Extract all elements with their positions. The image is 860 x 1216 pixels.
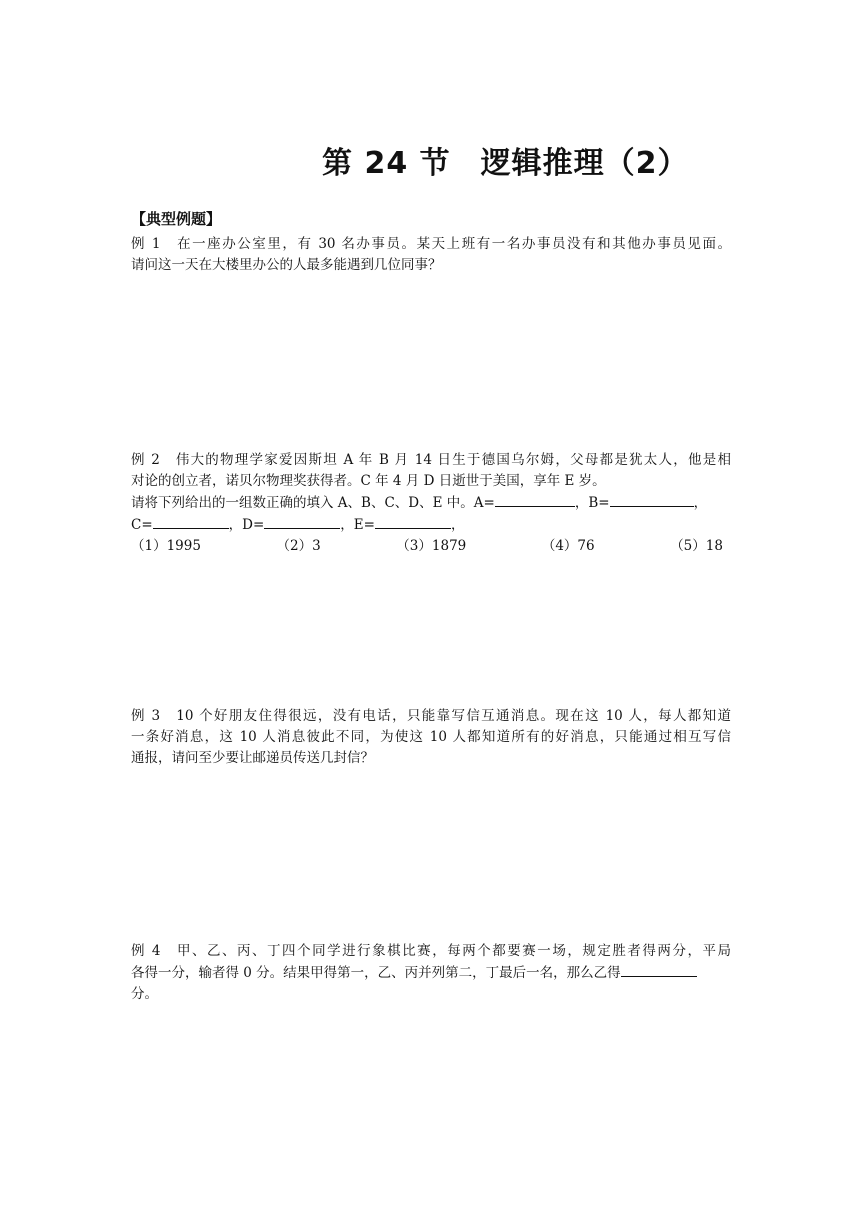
example-3-line-2: 一条好消息，这 10 人消息彼此不同，为使这 10 人都知道所有的好消息，只能通过相互写信 <box>131 729 731 745</box>
example-2-line-2: 对论的创立者，诺贝尔物理奖获得者。C 年 4 月 D 日逝世于美国，享年 E 岁。 <box>131 473 606 489</box>
title-section-number: 第 24 节 <box>322 146 451 181</box>
example-3-line-1: 例 3 10 个好朋友住得很远，没有电话，只能靠写信互通消息。现在这 10 人，每人都知道 <box>131 708 731 724</box>
page-title <box>322 138 689 182</box>
example-2-line-1: 例 2 伟大的物理学家爱因斯坦 A 年 B 月 14 日生于德国乌尔姆，父母都是犹太人，他是相 <box>131 452 731 468</box>
option-5: （5）18 <box>670 538 723 554</box>
answer-blank-c[interactable] <box>153 514 229 529</box>
option-2: （2）3 <box>276 538 321 554</box>
example-2-fill-prompt: 请将下列给出的一组数正确的填入 A、B、C、D、E 中。A= <box>131 495 495 511</box>
example-3 <box>131 706 731 769</box>
option-3: （3）1879 <box>396 538 467 554</box>
answer-blank-a[interactable] <box>495 492 575 507</box>
number-options <box>131 536 723 557</box>
answer-blank-e[interactable] <box>375 514 451 529</box>
label-c: C= <box>131 517 153 533</box>
label-e: ，E= <box>340 517 375 533</box>
example-2-line-4 <box>131 514 731 536</box>
answer-blank-d[interactable] <box>264 514 340 529</box>
example-3-line-3: 通报，请问至少要让邮递员传送几封信？ <box>131 750 374 766</box>
example-4-line-2 <box>131 962 731 984</box>
option-1: （1）1995 <box>131 538 201 554</box>
example-2-line-3 <box>131 492 725 514</box>
label-d: ，D= <box>228 517 265 533</box>
example-1-line-1: 例 1 在一座办公室里，有 30 名办事员。某天上班有一名办事员没有和其他办事员见面。 <box>131 236 731 252</box>
example-1 <box>131 234 731 276</box>
example-4-line-1: 例 4 甲、乙、丙、丁四个同学进行象棋比赛，每两个都要赛一场，规定胜者得两分，平局 <box>131 943 731 959</box>
section-heading: 【典型例题】 <box>131 210 222 228</box>
example-4-line-3: 分。 <box>131 986 158 1002</box>
answer-blank-score[interactable] <box>621 962 697 977</box>
comma: ， <box>693 495 708 511</box>
example-1-line-2: 请问这一天在大楼里办公的人最多能遇到几位同事？ <box>131 257 442 273</box>
label-b: ，B= <box>574 495 610 511</box>
comma: ， <box>450 517 465 533</box>
answer-blank-b[interactable] <box>610 492 694 507</box>
example-4-line-2-text: 各得一分，输者得 0 分。结果甲得第一，乙、丙并列第二，丁最后一名，那么乙得 <box>131 965 621 981</box>
title-topic: 逻辑推理（2） <box>480 146 689 181</box>
option-4: （4）76 <box>541 538 595 554</box>
example-4 <box>131 941 731 1005</box>
example-2 <box>131 450 731 557</box>
